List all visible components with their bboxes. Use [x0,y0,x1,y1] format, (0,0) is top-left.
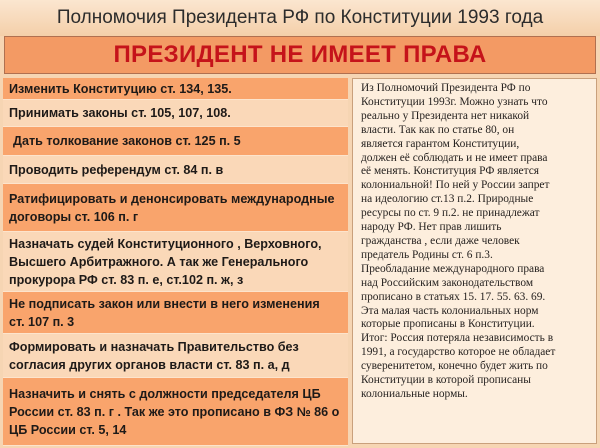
commentary-line: Преобладание международного права [361,262,545,275]
list-item [3,334,348,378]
commentary-line: колониальной! По ней у России запрет [361,179,550,192]
commentary-line: Эта малая часть колониальных норм [361,304,539,317]
list-item [3,378,348,446]
commentary-line: ресурсы по ст. 9 п.2. не принадлежат [361,207,540,220]
list-item-text: Формировать и назначать Правительство без согласия других органов власти ст. 83 п. а, д [9,339,299,372]
list-item [3,232,348,292]
list-item [3,184,348,232]
list-item-text: Изменить Конституцию ст. 134, 135. [9,81,232,96]
commentary-panel [352,78,597,444]
list-item [3,292,348,334]
commentary-line: колониальные нормы. [361,387,468,400]
commentary-line: гражданства , если даже человек [361,234,520,247]
commentary-line: Конституции в которой прописаны [361,374,531,387]
list-item [3,156,348,184]
list-item [3,127,348,156]
list-item-text: Не подписать закон или внести в него изменения ст. 107 п. 3 [9,296,320,329]
page-title: Полномочия Президента РФ по Конституции 1993 года [0,0,600,36]
list-item-text: Проводить референдум ст. 84 п. в [9,162,224,177]
commentary-line: на идеологию ст.13 п.2. Природные [361,193,534,206]
commentary-text [353,79,596,402]
commentary-line: власти. Так как по статье 80, он [361,123,515,136]
list-item-text: Назначать судей Конституционного , Верховного, Высшего Арбитражного. А так же Генерального прокурора РФ ст. 83 п. е, ст.102 п. ж, з [9,236,322,287]
commentary-line: которые прописаны в Конституции. [361,318,535,331]
commentary-line: 1991, а государство которое не обладает [361,346,556,359]
commentary-line: предатель Родины ст. 6 п.3. [361,248,493,261]
commentary-line: является гарантом Конституции, [361,137,520,150]
list-item [3,78,348,100]
restrictions-list [3,78,348,446]
list-item [3,100,348,127]
commentary-line: над Российским законодательством [361,276,534,289]
list-item-text: Ратифицировать и денонсировать международные договоры ст. 106 п. г [9,191,335,224]
list-item-text: Принимать законы ст. 105, 107, 108. [9,106,231,120]
commentary-line: народу РФ. Нет прав лишить [361,221,502,234]
commentary-line: её менять. Конституция РФ является [361,165,540,178]
commentary-line: Конституции 1993г. Можно узнать что [361,95,548,108]
commentary-line: суверенитетом, конечно будет жить по [361,360,548,373]
commentary-line: Из Полномочий Президента РФ по [361,82,531,94]
list-item-text: Дать толкование законов ст. 125 п. 5 [13,134,241,148]
commentary-line: Итог: Россия потеряла независимость в [361,332,554,345]
banner-heading: ПРЕЗИДЕНТ НЕ ИМЕЕТ ПРАВА [4,36,596,74]
commentary-line: реально у Президента нет никакой [361,109,530,122]
list-item-text: Назначить и снять с должности председателя ЦБ России ст. 83 п. г . Так же это прописано в ФЗ № 86 о ЦБ России ст. 5, 14 [9,386,340,437]
commentary-line: прописано в статьях 15. 17. 55. 63. 69. [361,290,546,303]
commentary-line: должен её соблюдать и не имеет права [361,151,548,164]
